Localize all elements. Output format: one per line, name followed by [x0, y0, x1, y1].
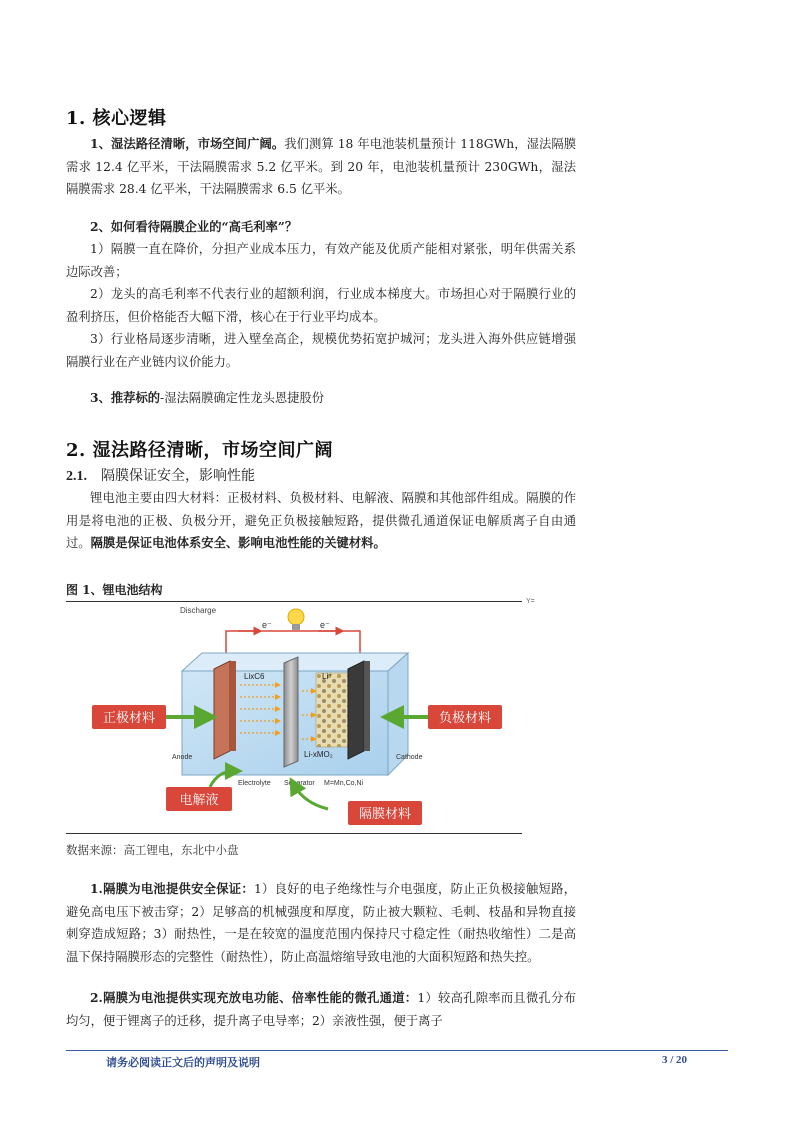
m-equation-label: M=Mn,Co,Ni	[324, 780, 364, 787]
anode-plate	[214, 661, 230, 759]
cathode-plate-edge	[364, 661, 370, 751]
body-paragraph-1	[66, 878, 576, 968]
figure-title: 图 1、锂电池结构	[66, 583, 163, 597]
point-3-text: -湿法隔膜确定性龙头恩捷股份	[160, 391, 325, 405]
separator-arrow	[294, 785, 328, 809]
cathode-plate	[348, 661, 364, 759]
body-p2-text: 1）较高孔隙率而且微孔分布均匀，便于锂离子的迁移，提升离子电导率；2）亲液性强，便于离子	[66, 991, 576, 1028]
figure-top-rule	[66, 601, 522, 602]
electron-label-right: e⁻	[320, 620, 330, 630]
footer-disclaimer: 请务必阅读正文后的声明及说明	[106, 1056, 260, 1069]
body-p2-lead: 2.隔膜为电池提供实现充放电功能、倍率性能的微孔通道：	[90, 990, 418, 1005]
separator-material-label: 隔膜材料	[358, 806, 412, 821]
light-bulb-icon	[288, 609, 304, 630]
section-2-intro: 锂电池主要由四大材料：正极材料、负极材料、电解液、隔膜和其他部件组成。隔膜的作用是将电池的正极、负极分开，避免正负极接触短路，提供微孔通道保证电解质离子自由通过。隔膜是保证电池体系安全、影响电池性能的关键材料。	[66, 491, 576, 550]
figure-side-mark: Y=	[526, 598, 535, 605]
body-p1-text: 1）良好的电子绝缘性与介电强度，防止正负极接触短路，避免高电压下被击穿；2）足够高的机械强度和厚度，防止被大颗粒、毛刺、枝晶和异物直接刺穿造成短路；3）耐热性，一是在较宽的温度范围内保持尺寸稳定性（耐热收缩性）二是高温下保持隔膜形态的完整性（耐热性），防止高温熔缩导致电池的大面积短路和热失控。	[66, 882, 577, 964]
separator-label: Separator	[284, 780, 315, 787]
cathode-crystal-structure	[316, 673, 348, 747]
subsection-2-1-heading: 2.1. 隔膜保证安全，影响性能	[66, 468, 255, 484]
anode-plate-edge	[230, 661, 236, 751]
point-1-text: 我们测算 18 年电池装机量预计 118GWh，湿法隔膜需求 12.4 亿平米，干法隔膜需求 5.2 亿平米。到 20 年，电池装机量预计 230GWh，湿法隔膜需求 28.4 亿平米，干法隔膜需求 6.5 亿平米。	[66, 137, 576, 196]
anode-material-label: 负极材料	[438, 710, 492, 725]
point-2-item-3: 3）行业格局逐步清晰，进入壁垒高企，规模优势拓宽护城河；龙头进入海外供应链增强隔膜行业在产业链内议价能力。	[66, 332, 576, 369]
page-number: 3 / 20	[662, 1054, 688, 1066]
lixc6-label: LixC6	[244, 672, 265, 681]
figure-bottom-rule	[66, 833, 522, 834]
electrolyte-label: Electrolyte	[238, 780, 271, 787]
intro-bold-sentence: 隔膜是保证电池体系安全、影响电池性能的关键材料。	[90, 535, 386, 550]
cathode-label: Cathode	[396, 754, 423, 761]
separator-membrane	[284, 657, 298, 767]
point-1-paragraph	[66, 133, 576, 201]
point-2-heading: 2、如何看待隔膜企业的“高毛利率”？	[90, 219, 298, 234]
point-3-paragraph	[66, 387, 576, 410]
electrolyte-cn-label: 电解液	[179, 792, 219, 807]
limo2-label: Li-xMO₂	[304, 750, 333, 759]
point-1-lead: 1、湿法路径清晰，市场空间广阔。	[90, 136, 285, 151]
discharge-label: Discharge	[180, 606, 217, 615]
point-2-item-1: 1）隔膜一直在降价，分担产业成本压力，有效产能及优质产能相对紧张，明年供需关系边际改善；	[66, 242, 576, 279]
section-2-heading: 2. 湿法路径清晰，市场空间广阔	[66, 440, 334, 461]
li-ion-label: Li⁺	[322, 672, 333, 681]
point-3-lead: 3、推荐标的	[90, 390, 161, 405]
figure-source: 数据来源：高工锂电，东北中小盘	[66, 843, 239, 857]
anode-label: Anode	[172, 754, 193, 761]
section-1-heading: 1. 核心逻辑	[66, 108, 167, 129]
body-p1-lead: 1.隔膜为电池提供安全保证：	[90, 881, 254, 896]
cathode-material-label: 正极材料	[102, 710, 156, 725]
electron-label-left: e⁻	[262, 620, 272, 630]
battery-diagram	[66, 603, 522, 833]
footer-rule	[66, 1050, 728, 1051]
body-paragraph-2	[66, 987, 576, 1032]
point-2-item-2: 2）龙头的高毛利率不代表行业的超额利润，行业成本梯度大。市场担心对于隔膜行业的盈利挤压，但价格能否大幅下滑，核心在于行业平均成本。	[66, 287, 576, 324]
